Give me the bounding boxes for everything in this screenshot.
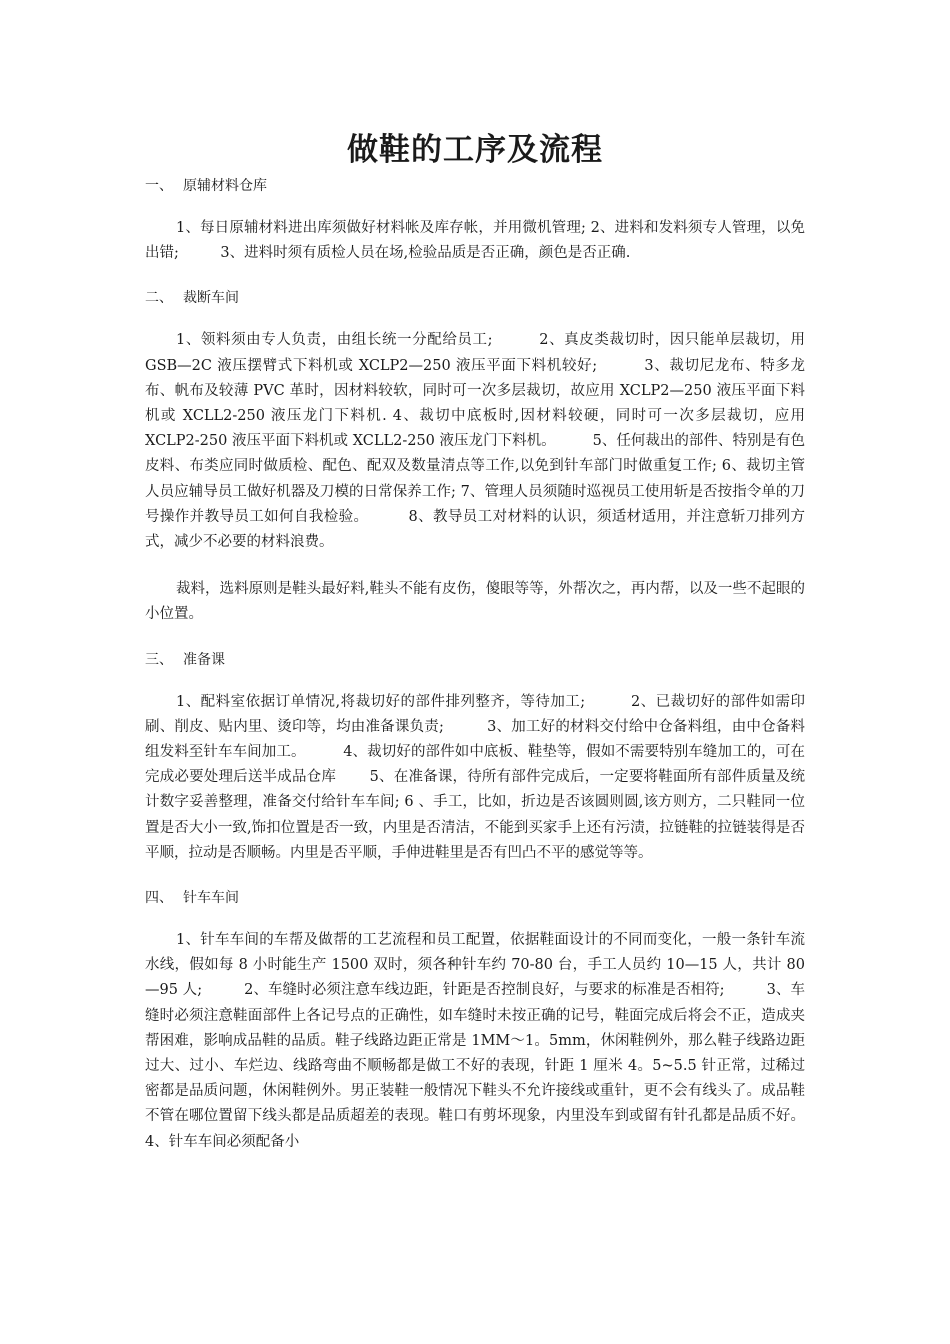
section-2-paragraph-2: 裁料，选料原则是鞋头最好料,鞋头不能有皮伤，傻眼等等，外帮次之，再内帮，以及一些不起眼的小位置。 (145, 581, 805, 623)
section-title: 准备课 (183, 651, 225, 668)
section-heading-2 (145, 288, 805, 308)
section-3-paragraph: 1、配料室依据订单情况,将裁切好的部件排列整齐，等待加工; 2、已裁切好的部件如需印刷、削皮、贴内里、烫印等，均由准备课负责; 3、加工好的材料交付给中仓备料组，由中仓备料组发料至针车车间加工。 4、裁切好的部件如中底板、鞋垫等，假如不需要特别车缝加工的，可在完成必要处理后送半成品仓库 5、在准备课，待所有部件完成后，一定要将鞋面所有部件质量及统计数字妥善整理，准备交付给针车车间; 6 、手工，比如，折边是否该圆则圆,该方则方，二只鞋同一位置是否大小一致,饰扣位置是否一致，内里是否清洁，不能到买家手上还有污渍，拉链鞋的拉链装得是否平顺，拉动是否顺畅。内里是否平顺，手伸进鞋里是否有凹凸不平的感觉等等。 (145, 693, 805, 861)
section-4-paragraph: 1、针车车间的车帮及做帮的工艺流程和员工配置，依据鞋面设计的不同而变化，一般一条针车流水线，假如每 8 小时能生产 1500 双时，须各种针车约 70-80 台，手工人员约 10—15 人，共计 80—95 人; 2、车缝时必须注意车线边距，针距是否控制良好，与要求的标准是否相符; 3、车缝时必须注意鞋面部件上各记号点的正确性，如车缝时未按正确的记号，鞋面完成后将会不正，造成夹帮困难，影响成品鞋的品质。鞋子线路边距正常是 1MM～1。5mm，休闲鞋例外，那么鞋子线路边距过大、过小、车烂边、线路弯曲不顺畅都是做工不好的表现，针距 1 厘米 4。5~5.5 针正常，过稀过密都是品质问题，休闲鞋例外。男正装鞋一般情况下鞋头不允许接线或重针，更不会有线头了。成品鞋不管在哪位置留下线头都是品质超差的表现。鞋口有剪坏现象，内里没车到或留有针孔都是品质不好。4、针车车间必须配备小 (145, 932, 805, 1150)
document-body (145, 176, 805, 1155)
section-number: 三、 (145, 651, 173, 668)
section-number: 一、 (145, 178, 173, 194)
document-title: 做鞋的工序及流程 (347, 132, 603, 168)
section-title: 原辅材料仓库 (183, 178, 267, 194)
section-1-paragraph: 1、每日原辅材料进出库须做好材料帐及库存帐，并用微机管理; 2、进料和发料须专人管理，以免出错; 3、进料时须有质检人员在场,检验品质是否正确，颜色是否正确. (145, 220, 805, 262)
section-heading-3 (145, 650, 805, 670)
section-number: 二、 (145, 290, 173, 307)
section-heading-4 (145, 888, 805, 908)
section-number: 四、 (145, 890, 173, 907)
section-title: 针车车间 (183, 890, 239, 907)
section-heading-1 (145, 176, 805, 196)
section-title: 裁断车间 (183, 290, 239, 307)
section-2-paragraph-1: 1、领料须由专人负责，由组长统一分配给员工; 2、真皮类裁切时，因只能单层裁切，用 GSB—2C 液压摆臂式下料机或 XCLP2—250 液压平面下料机较好; 3、裁切尼龙布、特多龙布、帆布及较薄 PVC 革时，因材料较软，同时可一次多层裁切，故应用 XCLP2—250 液压平面下料机或 XCLL2-250 液压龙门下料机. 4、裁切中底板时,因材料较硬，同时可一次多层裁切，应用 XCLP2-250 液压平面下料机或 XCLL2-250 液压龙门下料机。 5、任何裁出的部件、特别是有色皮料、布类应同时做质检、配色、配双及数量清点等工作,以免到针车部门时做重复工作; 6、裁切主管人员应辅导员工做好机器及刀模的日常保养工作; 7、管理人员须随时巡视员工使用斩是否按指令单的刀号操作并教导员工如何自我检验。 8、教导员工对材料的认识，须适材适用，并注意斩刀排列方式，减少不必要的材料浪费。 (145, 332, 805, 551)
